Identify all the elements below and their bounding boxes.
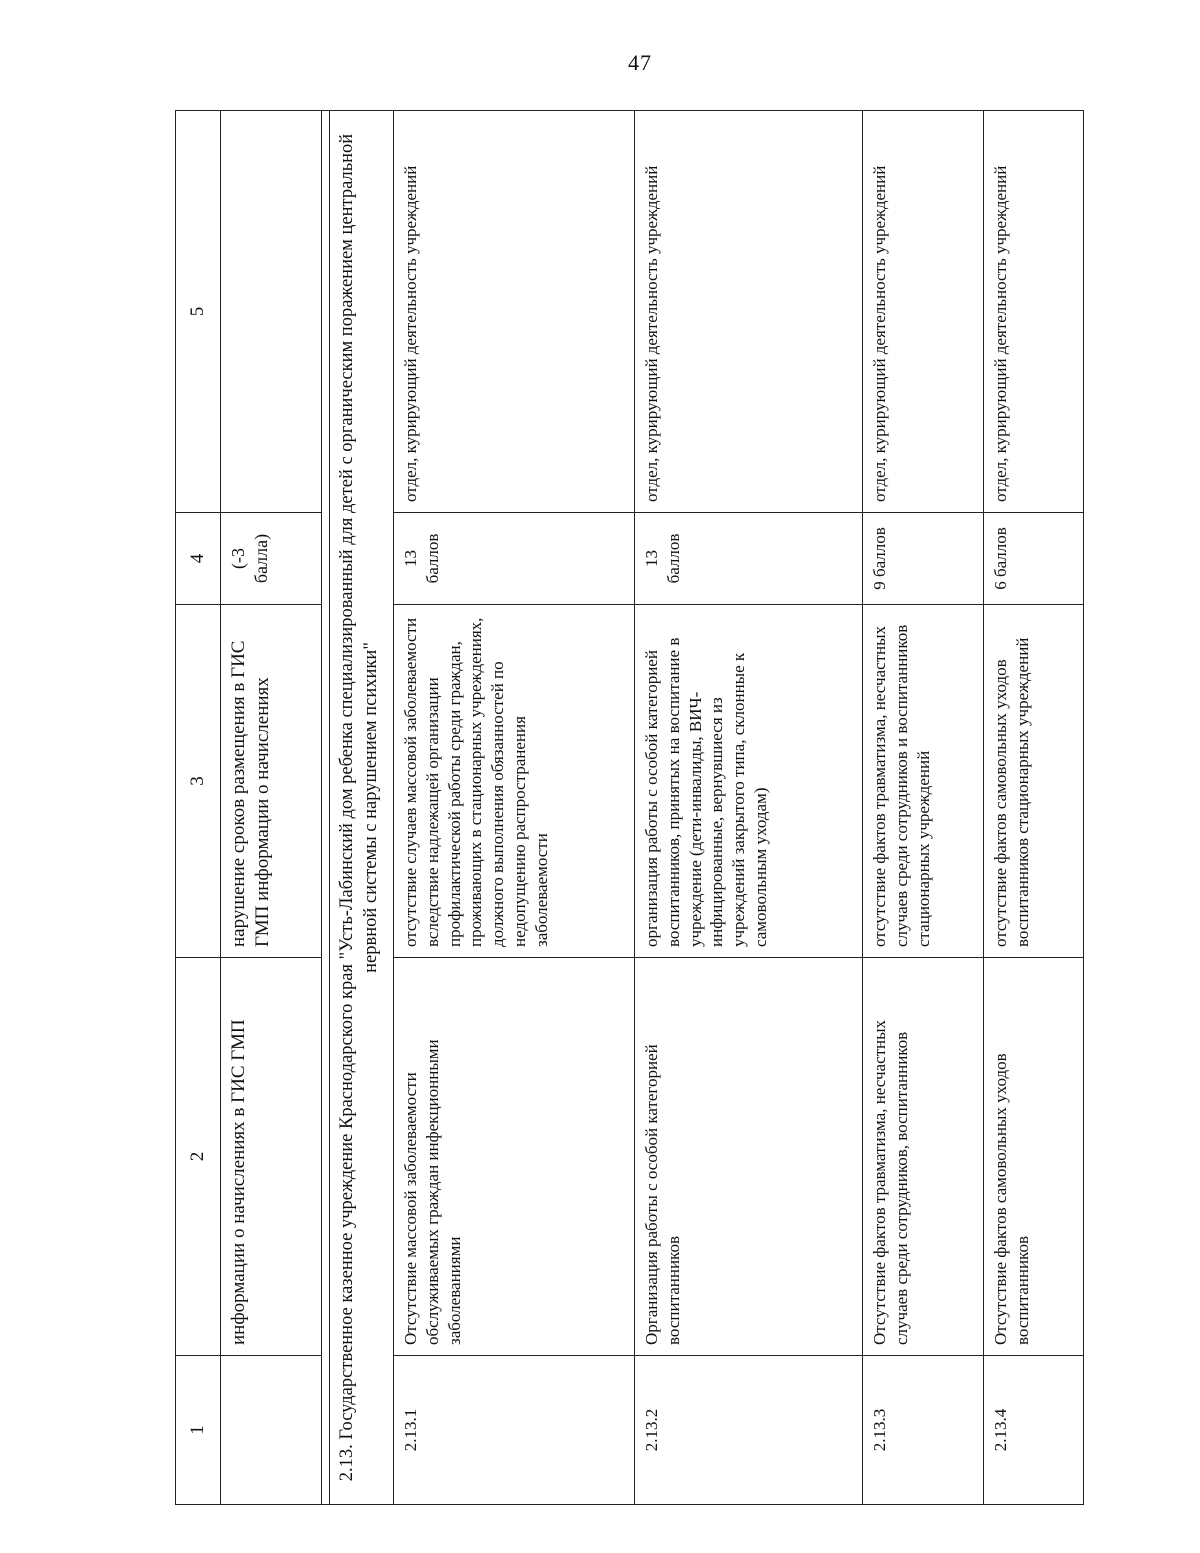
header-col-2: 2 (176, 958, 221, 1356)
row-responsible: отдел, курирующий деятельность учреждений (984, 111, 1084, 513)
row-number: 2.13.4 (984, 1356, 1084, 1505)
table-row (635, 111, 863, 1505)
cell-responsible (221, 111, 322, 513)
row-criteria: организация работы с особой категорией воспитанников, принятых на воспитание в учреждение (дети-инвалиды, ВИЧ-инфицированные, вернувшиеся из учреждений закрытого типа, склонные к самовольным уходам) (635, 605, 863, 958)
row-responsible: отдел, курирующий деятельность учреждений (394, 111, 635, 513)
row-score: 13 баллов (635, 513, 863, 605)
row-criteria: отсутствие фактов травматизма, несчастных случаев среди сотрудников и воспитанников стационарных учреждений (863, 605, 984, 958)
row-score: 6 баллов (984, 513, 1084, 605)
row-number: 2.13.2 (635, 1356, 863, 1505)
header-col-4: 4 (176, 513, 221, 605)
row-criteria: отсутствие случаев массовой заболеваемости вследствие надлежащей организации профилактической работы среди граждан, проживающих в стационарных учреждениях, должного выполнения обязанностей по недопущению распространения заболеваемости (394, 605, 635, 958)
row-criteria: отсутствие фактов самовольных уходов воспитанников стационарных учреждений (984, 605, 1084, 958)
header-col-5: 5 (176, 111, 221, 513)
cell-indicator: информации о начислениях в ГИС ГМП (221, 958, 322, 1356)
cell-criteria: нарушение сроков размещения в ГИС ГМП информации о начислениях (221, 605, 322, 958)
spacer-row (322, 111, 330, 1505)
row-score: 13 баллов (394, 513, 635, 605)
table-row (863, 111, 984, 1505)
table-row (394, 111, 635, 1505)
header-row (176, 111, 221, 1505)
row-responsible: отдел, курирующий деятельность учреждений (863, 111, 984, 513)
rotated-table-container (175, 111, 1083, 1505)
continuation-row (221, 111, 322, 1505)
row-number: 2.13.3 (863, 1356, 984, 1505)
spacer-cell (322, 111, 330, 1505)
criteria-table (175, 110, 1084, 1505)
section-header-row (330, 111, 394, 1505)
header-col-3: 3 (176, 605, 221, 958)
cell-score: (-3 балла) (221, 513, 322, 605)
row-number: 2.13.1 (394, 1356, 635, 1505)
table-row (984, 111, 1084, 1505)
header-col-1: 1 (176, 1356, 221, 1505)
section-title: 2.13. Государственное казенное учреждение Краснодарского края "Усть-Лабинский дом ребенка специализированный для детей с органическим поражением центральной нервной системы с нарушением психики" (330, 111, 394, 1505)
row-responsible: отдел, курирующий деятельность учреждений (635, 111, 863, 513)
row-score: 9 баллов (863, 513, 984, 605)
row-indicator: Отсутствие фактов травматизма, несчастных случаев среди сотрудников, воспитанников (863, 958, 984, 1356)
page-number: 47 (628, 50, 652, 75)
cell-number (221, 1356, 322, 1505)
row-indicator: Отсутствие фактов самовольных уходов воспитанников (984, 958, 1084, 1356)
row-indicator: Отсутствие массовой заболеваемости обслуживаемых граждан инфекционными заболеваниями (394, 958, 635, 1356)
row-indicator: Организация работы с особой категорией воспитанников (635, 958, 863, 1356)
